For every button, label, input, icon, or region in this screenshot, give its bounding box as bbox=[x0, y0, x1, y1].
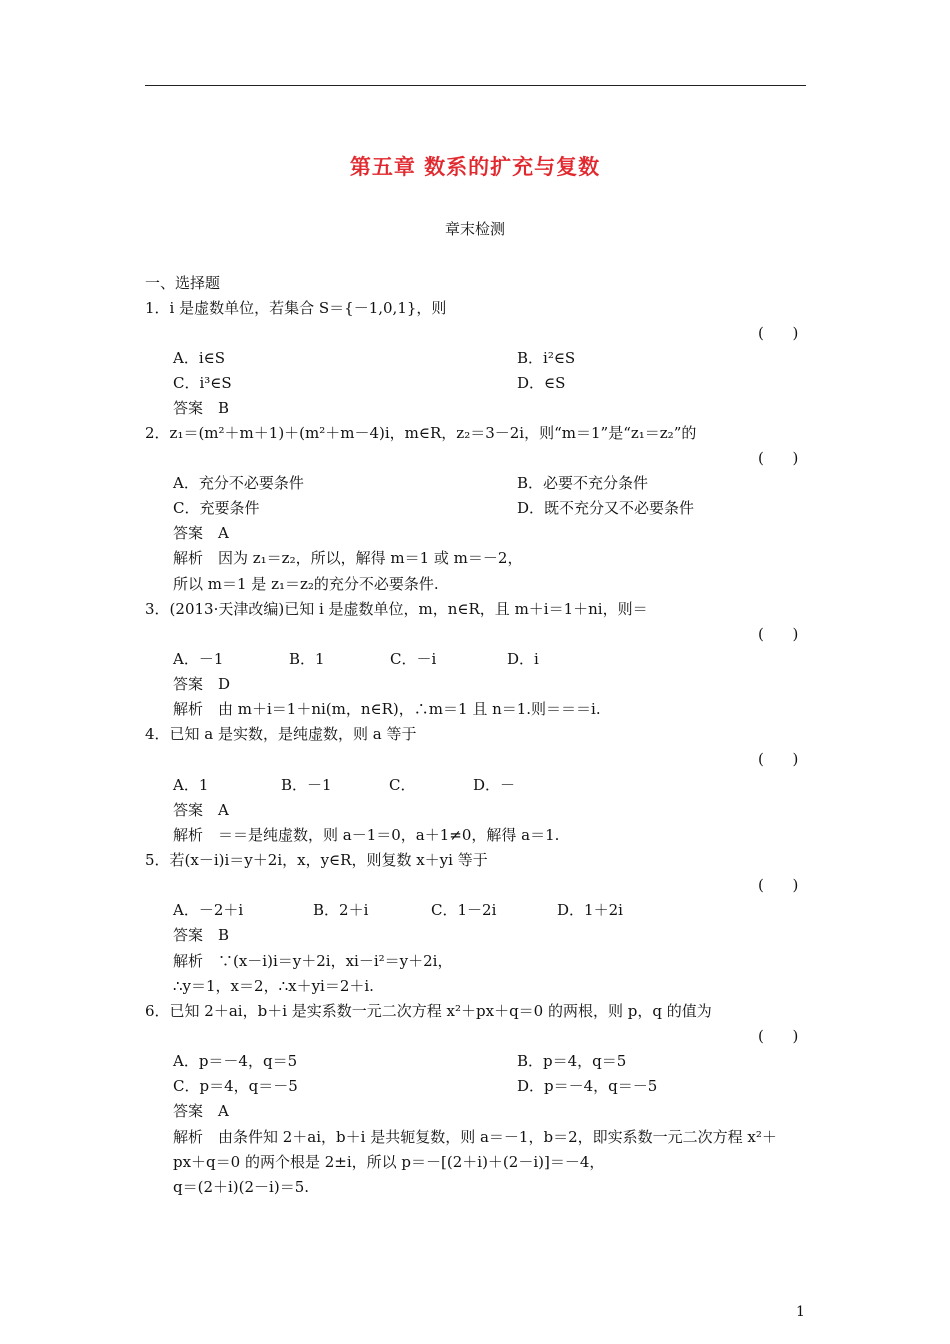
q4-answer: 答案 A bbox=[173, 801, 229, 819]
q2-option-a: A．充分不必要条件 bbox=[173, 474, 304, 492]
q6-answer: 答案 A bbox=[173, 1102, 229, 1120]
q3-answer-bracket: ( ) bbox=[758, 625, 799, 643]
q6-stem: 6．已知 2＋ai，b＋i 是实系数一元二次方程 x²＋px＋q＝0 的两根，则 p，q 的值为 bbox=[145, 1002, 712, 1020]
q6-answer-bracket: ( ) bbox=[758, 1027, 799, 1045]
q6-analysis-line-2: px＋q＝0 的两个根是 2±i，所以 p＝－[(2＋i)＋(2－i)]＝－4， bbox=[173, 1153, 605, 1171]
q3-stem: 3．(2013·天津改编)已知 i 是虚数单位，m，n∈R，且 m＋i＝1＋ni，则＝ bbox=[145, 600, 648, 618]
q5-option-c: C．1－2i bbox=[431, 901, 497, 919]
q4-option-a: A．1 bbox=[173, 776, 209, 794]
q3-option-a: A．－1 bbox=[173, 650, 224, 668]
q1-option-b: B．i²∈S bbox=[517, 349, 576, 367]
q5-option-a: A．－2＋i bbox=[173, 901, 244, 919]
q4-answer-bracket: ( ) bbox=[758, 750, 799, 768]
q3-option-c: C．－i bbox=[390, 650, 437, 668]
q3-option-b: B．1 bbox=[289, 650, 325, 668]
q5-answer: 答案 B bbox=[173, 926, 230, 944]
q4-option-c: C． bbox=[389, 776, 416, 794]
header-rule bbox=[145, 85, 806, 86]
q1-stem: 1．i 是虚数单位，若集合 S＝{－1,0,1}，则 bbox=[145, 299, 447, 317]
q6-option-d: D．p＝－4，q＝－5 bbox=[517, 1077, 658, 1095]
q2-option-d: D．既不充分又不必要条件 bbox=[517, 499, 695, 517]
q2-stem: 2．z₁＝(m²＋m＋1)＋(m²＋m－4)i，m∈R，z₂＝3－2i，则“m＝1”是“z₁＝z₂”的 bbox=[145, 424, 697, 442]
q2-analysis-line-2: 所以 m＝1 是 z₁＝z₂的充分不必要条件. bbox=[173, 575, 439, 593]
q2-answer: 答案 A bbox=[173, 524, 229, 542]
q1-option-a: A．i∈S bbox=[173, 349, 226, 367]
q5-option-b: B．2＋i bbox=[313, 901, 369, 919]
q5-answer-bracket: ( ) bbox=[758, 876, 799, 894]
q2-answer-bracket: ( ) bbox=[758, 449, 799, 467]
q5-analysis-line-1: 解析 ∵(x－i)i＝y＋2i，xi－i²＝y＋2i， bbox=[173, 952, 453, 970]
q5-option-d: D．1＋2i bbox=[557, 901, 623, 919]
q4-stem: 4．已知 a 是实数，是纯虚数，则 a 等于 bbox=[145, 725, 417, 743]
q3-analysis-line-1: 解析 由 m＋i＝1＋ni(m，n∈R)，∴m＝1 且 n＝1.则＝＝＝i. bbox=[173, 700, 601, 718]
q1-answer-bracket: ( ) bbox=[758, 324, 799, 342]
q5-analysis-line-2: ∴y＝1，x＝2，∴x＋yi＝2＋i. bbox=[173, 977, 374, 995]
q2-option-c: C．充要条件 bbox=[173, 499, 260, 517]
section-heading: 一、选择题 bbox=[145, 274, 221, 292]
q4-option-d: D．－ bbox=[473, 776, 516, 794]
q6-analysis-line-1: 解析 由条件知 2＋ai，b＋i 是共轭复数，则 a＝－1，b＝2，即实系数一元二次方程 x²＋ bbox=[173, 1128, 777, 1146]
q6-option-a: A．p＝－4，q＝5 bbox=[173, 1052, 298, 1070]
q2-analysis-line-1: 解析 因为 z₁＝z₂，所以，解得 m＝1 或 m＝－2， bbox=[173, 549, 523, 567]
chapter-subtitle: 章末检测 bbox=[444, 220, 505, 238]
q4-analysis-line-1: 解析 ＝＝是纯虚数，则 a－1＝0，a＋1≠0，解得 a＝1. bbox=[173, 826, 560, 844]
q4-option-b: B．－1 bbox=[281, 776, 332, 794]
q6-analysis-line-3: q＝(2＋i)(2－i)＝5. bbox=[173, 1178, 310, 1196]
q6-option-b: B．p＝4，q＝5 bbox=[517, 1052, 627, 1070]
q6-option-c: C．p＝4，q＝－5 bbox=[173, 1077, 298, 1095]
chapter-title: 第五章 数系的扩充与复数 bbox=[349, 154, 601, 179]
q2-option-b: B．必要不充分条件 bbox=[517, 474, 649, 492]
q1-option-c: C．i³∈S bbox=[173, 374, 232, 392]
q3-answer: 答案 D bbox=[173, 675, 231, 693]
page-number: 1 bbox=[796, 1304, 805, 1320]
q1-answer: 答案 B bbox=[173, 399, 230, 417]
q1-option-d: D．∈S bbox=[517, 374, 566, 392]
q3-option-d: D．i bbox=[507, 650, 539, 668]
q5-stem: 5．若(x－i)i＝y＋2i，x，y∈R，则复数 x＋yi 等于 bbox=[145, 851, 488, 869]
